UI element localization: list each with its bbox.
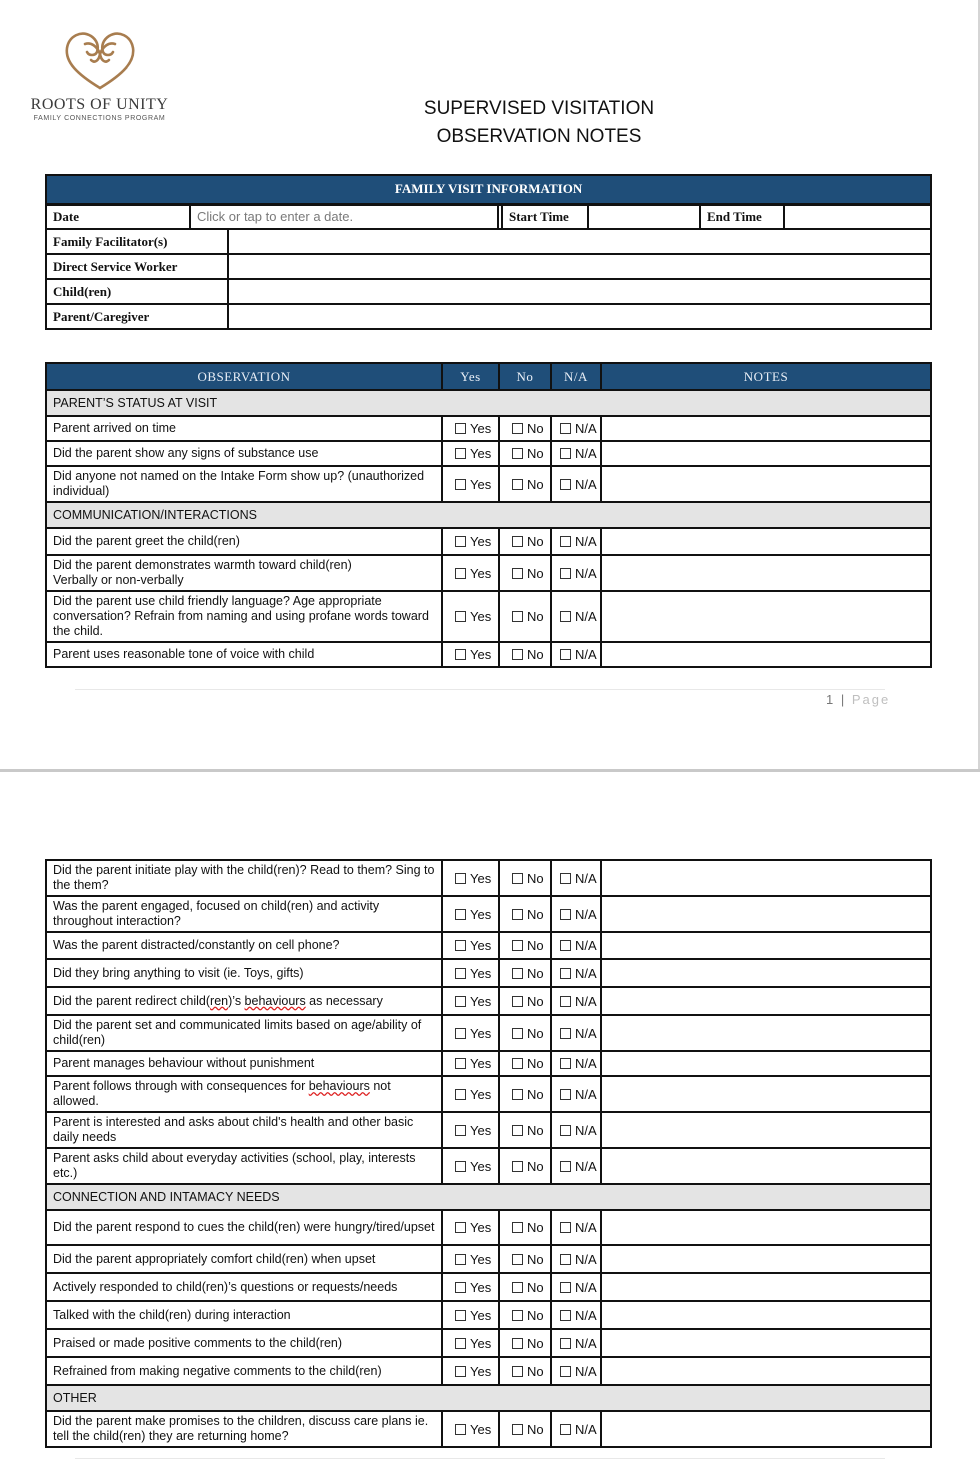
children-field[interactable] [228, 279, 931, 304]
table-row [46, 1076, 931, 1112]
notes-cell[interactable] [601, 1357, 931, 1385]
notes-cell[interactable] [601, 1411, 931, 1447]
na-checkbox[interactable]: N/A [551, 860, 601, 896]
na-header: N/A [551, 363, 601, 390]
yes-checkbox[interactable]: Yes [442, 642, 499, 667]
checkbox-icon [512, 1254, 523, 1265]
no-checkbox[interactable]: No [499, 1273, 551, 1301]
na-checkbox[interactable]: N/A [551, 1015, 601, 1051]
start-time-field[interactable] [588, 204, 700, 229]
checkbox-icon [512, 996, 523, 1007]
no-checkbox[interactable]: No [499, 591, 551, 642]
no-checkbox[interactable]: No [499, 1210, 551, 1245]
yes-checkbox[interactable]: Yes [442, 528, 499, 555]
no-checkbox[interactable]: No [499, 987, 551, 1015]
checkbox-icon [455, 649, 466, 660]
no-checkbox[interactable]: No [499, 932, 551, 959]
no-checkbox[interactable]: No [499, 1112, 551, 1148]
na-checkbox[interactable]: N/A [551, 1357, 601, 1385]
notes-cell[interactable] [601, 987, 931, 1015]
question: Refrained from making negative comments to the child(ren) [46, 1357, 442, 1385]
logo-subtitle: FAMILY CONNECTIONS PROGRAM [33, 115, 166, 122]
checkbox-icon [512, 611, 523, 622]
no-checkbox[interactable]: No [499, 860, 551, 896]
yes-checkbox[interactable]: Yes [442, 1210, 499, 1245]
checkbox-icon [560, 536, 571, 547]
table-row [46, 896, 931, 932]
checkbox-icon [512, 1310, 523, 1321]
page-number-separator: | [840, 692, 847, 707]
yes-checkbox[interactable]: Yes [442, 1076, 499, 1112]
na-checkbox[interactable]: N/A [551, 642, 601, 667]
checkbox-icon [560, 873, 571, 884]
checkbox-icon [512, 1125, 523, 1136]
checkbox-icon [560, 448, 571, 459]
no-checkbox[interactable]: No [499, 642, 551, 667]
notes-header: NOTES [601, 363, 931, 390]
no-checkbox[interactable]: No [499, 528, 551, 555]
notes-cell[interactable] [601, 896, 931, 932]
na-checkbox[interactable]: N/A [551, 1273, 601, 1301]
question: Praised or made positive comments to the child(ren) [46, 1329, 442, 1357]
checkbox-icon [512, 1424, 523, 1435]
table-row [46, 642, 931, 667]
yes-checkbox[interactable]: Yes [442, 896, 499, 932]
notes-cell[interactable] [601, 441, 931, 466]
info-header: FAMILY VISIT INFORMATION [46, 175, 931, 204]
yes-checkbox[interactable]: Yes [442, 1273, 499, 1301]
page-number [826, 692, 890, 707]
table-row [46, 959, 931, 987]
checkbox-icon [455, 448, 466, 459]
notes-cell[interactable] [601, 1051, 931, 1076]
yes-checkbox[interactable]: Yes [442, 959, 499, 987]
checkbox-icon [455, 1338, 466, 1349]
table-row [46, 1245, 931, 1273]
page-word: Page [851, 692, 891, 707]
na-checkbox[interactable]: N/A [551, 987, 601, 1015]
section-connection: CONNECTION AND INTAMACY NEEDS [46, 1184, 931, 1210]
yes-header: Yes [442, 363, 499, 390]
question: Did the parent redirect child(ren)’s behaviours as necessary [46, 987, 442, 1015]
checkbox-icon [455, 536, 466, 547]
na-checkbox[interactable]: N/A [551, 528, 601, 555]
checkbox-icon [512, 909, 523, 920]
question: Did the parent use child friendly language? Age appropriate conversation? Refrain from naming and using profane words toward the child. [46, 591, 442, 642]
checkbox-icon [560, 1254, 571, 1265]
notes-cell[interactable] [601, 416, 931, 441]
page-number-value: 1 [826, 692, 836, 707]
notes-cell[interactable] [601, 1245, 931, 1273]
notes-cell[interactable] [601, 1148, 931, 1184]
question: Parent arrived on time [46, 416, 442, 441]
parent-caregiver-field[interactable] [228, 304, 931, 329]
start-time-label: Start Time [502, 204, 588, 229]
na-checkbox[interactable]: N/A [551, 441, 601, 466]
question: Parent uses reasonable tone of voice with child [46, 642, 442, 667]
no-checkbox[interactable]: No [499, 441, 551, 466]
checkbox-icon [512, 1089, 523, 1100]
section-other: OTHER [46, 1385, 931, 1411]
na-checkbox[interactable]: N/A [551, 416, 601, 441]
na-checkbox[interactable]: N/A [551, 466, 601, 502]
checkbox-icon [560, 940, 571, 951]
notes-cell[interactable] [601, 1112, 931, 1148]
checkbox-icon [455, 479, 466, 490]
checkbox-icon [512, 448, 523, 459]
na-checkbox[interactable]: N/A [551, 1411, 601, 1447]
question: Did they bring anything to visit (ie. Toys, gifts) [46, 959, 442, 987]
table-row [46, 416, 931, 441]
notes-cell[interactable] [601, 1076, 931, 1112]
checkbox-icon [560, 1424, 571, 1435]
checkbox-icon [455, 1058, 466, 1069]
question: Parent asks child about everyday activities (school, play, interests etc.) [46, 1148, 442, 1184]
checkbox-icon [560, 1366, 571, 1377]
checkbox-icon [455, 940, 466, 951]
roots-of-unity-logo [22, 26, 177, 122]
na-checkbox[interactable]: N/A [551, 959, 601, 987]
checkbox-icon [455, 996, 466, 1007]
checkbox-icon [512, 479, 523, 490]
checkbox-icon [560, 479, 571, 490]
footer-rule [75, 1458, 885, 1459]
no-checkbox[interactable]: No [499, 416, 551, 441]
title-line-2: OBSERVATION NOTES [436, 126, 642, 147]
checkbox-icon [560, 568, 571, 579]
na-checkbox[interactable]: N/A [551, 896, 601, 932]
checkbox-icon [455, 968, 466, 979]
spelling-error: behaviours [244, 993, 306, 1008]
checkbox-icon [455, 909, 466, 920]
notes-cell[interactable] [601, 860, 931, 896]
no-checkbox[interactable]: No [499, 466, 551, 502]
table-row [46, 1210, 931, 1245]
notes-cell[interactable] [601, 1273, 931, 1301]
checkbox-icon [455, 1028, 466, 1039]
checkbox-icon [560, 996, 571, 1007]
checkbox-icon [560, 1282, 571, 1293]
checkbox-icon [560, 1222, 571, 1233]
question: Parent is interested and asks about child's health and other basic daily needs [46, 1112, 442, 1148]
no-checkbox[interactable]: No [499, 1301, 551, 1329]
no-checkbox[interactable]: No [499, 1076, 551, 1112]
checkbox-icon [455, 1222, 466, 1233]
yes-checkbox[interactable]: Yes [442, 1357, 499, 1385]
yes-checkbox[interactable]: Yes [442, 1148, 499, 1184]
notes-cell[interactable] [601, 555, 931, 591]
yes-checkbox[interactable]: Yes [442, 591, 499, 642]
heart-roots-icon [57, 26, 143, 92]
question: Did the parent show any signs of substance use [46, 441, 442, 466]
end-time-label: End Time [700, 204, 784, 229]
checkbox-icon [455, 1161, 466, 1172]
yes-checkbox[interactable]: Yes [442, 1301, 499, 1329]
checkbox-icon [560, 1310, 571, 1321]
checkbox-icon [455, 873, 466, 884]
checkbox-icon [455, 1366, 466, 1377]
table-row [46, 1051, 931, 1076]
worker-field[interactable] [228, 254, 931, 279]
checkbox-icon [512, 1282, 523, 1293]
table-row [46, 466, 931, 502]
no-checkbox[interactable]: No [499, 1051, 551, 1076]
notes-cell[interactable] [601, 932, 931, 959]
table-row [46, 1273, 931, 1301]
notes-cell[interactable] [601, 642, 931, 667]
table-row [46, 1329, 931, 1357]
checkbox-icon [455, 568, 466, 579]
notes-cell[interactable] [601, 959, 931, 987]
table-row [46, 932, 931, 959]
checkbox-icon [455, 1254, 466, 1265]
question: Was the parent engaged, focused on child(ren) and activity throughout interaction? [46, 896, 442, 932]
yes-checkbox[interactable]: Yes [442, 466, 499, 502]
yes-checkbox[interactable]: Yes [442, 1015, 499, 1051]
question: Did the parent greet the child(ren) [46, 528, 442, 555]
question: Did the parent respond to cues the child(ren) were hungry/tired/upset [46, 1210, 442, 1245]
question: Did the parent set and communicated limits based on age/ability of child(ren) [46, 1015, 442, 1051]
table-row [46, 555, 931, 591]
checkbox-icon [560, 968, 571, 979]
yes-checkbox[interactable]: Yes [442, 1329, 499, 1357]
na-checkbox[interactable]: N/A [551, 1076, 601, 1112]
checkbox-icon [560, 649, 571, 660]
no-checkbox[interactable]: No [499, 1329, 551, 1357]
yes-checkbox[interactable]: Yes [442, 987, 499, 1015]
date-label: Date [46, 204, 190, 229]
checkbox-icon [560, 1028, 571, 1039]
notes-cell[interactable] [601, 1329, 931, 1357]
checkbox-icon [512, 1366, 523, 1377]
notes-cell[interactable] [601, 466, 931, 502]
checkbox-icon [512, 536, 523, 547]
no-checkbox[interactable]: No [499, 555, 551, 591]
question: Parent follows through with consequences for behaviours not allowed. [46, 1076, 442, 1112]
checkbox-icon [560, 1161, 571, 1172]
family-visit-info-table [45, 174, 932, 330]
table-row [46, 591, 931, 642]
worker-label: Direct Service Worker [46, 254, 228, 279]
no-checkbox[interactable]: No [499, 896, 551, 932]
checkbox-icon [512, 1028, 523, 1039]
logo-name: ROOTS OF UNITY [30, 96, 169, 113]
checkbox-icon [512, 649, 523, 660]
checkbox-icon [560, 423, 571, 434]
section-communication: COMMUNICATION/INTERACTIONS [46, 502, 931, 528]
children-label: Child(ren) [46, 279, 228, 304]
page-title [380, 95, 698, 151]
facilitator-label: Family Facilitator(s) [46, 229, 228, 254]
na-checkbox[interactable]: N/A [551, 1329, 601, 1357]
checkbox-icon [455, 611, 466, 622]
checkbox-icon [512, 968, 523, 979]
checkbox-icon [455, 1125, 466, 1136]
na-checkbox[interactable]: N/A [551, 1112, 601, 1148]
checkbox-icon [455, 1089, 466, 1100]
footer-rule [75, 689, 885, 690]
observation-header: OBSERVATION [46, 363, 442, 390]
yes-checkbox[interactable]: Yes [442, 555, 499, 591]
checkbox-icon [512, 568, 523, 579]
table-row [46, 1357, 931, 1385]
table-row [46, 860, 931, 896]
checkbox-icon [512, 423, 523, 434]
no-checkbox[interactable]: No [499, 1357, 551, 1385]
checkbox-icon [455, 1282, 466, 1293]
question: Parent manages behaviour without punishment [46, 1051, 442, 1076]
checkbox-icon [455, 1424, 466, 1435]
checkbox-icon [455, 423, 466, 434]
question: Talked with the child(ren) during interaction [46, 1301, 442, 1329]
table-row [46, 1015, 931, 1051]
table-row [46, 1301, 931, 1329]
na-checkbox[interactable]: N/A [551, 932, 601, 959]
notes-cell[interactable] [601, 1210, 931, 1245]
na-checkbox[interactable]: N/A [551, 1051, 601, 1076]
facilitator-field[interactable] [228, 229, 931, 254]
no-checkbox[interactable]: No [499, 1148, 551, 1184]
table-row [46, 1112, 931, 1148]
no-checkbox[interactable]: No [499, 1411, 551, 1447]
question: Did the parent appropriately comfort child(ren) when upset [46, 1245, 442, 1273]
checkbox-icon [560, 1089, 571, 1100]
checkbox-icon [512, 1161, 523, 1172]
table-row [46, 1148, 931, 1184]
na-checkbox[interactable]: N/A [551, 591, 601, 642]
notes-cell[interactable] [601, 591, 931, 642]
yes-checkbox[interactable]: Yes [442, 1245, 499, 1273]
checkbox-icon [512, 1058, 523, 1069]
checkbox-icon [512, 1338, 523, 1349]
table-row [46, 528, 931, 555]
question: Did the parent initiate play with the child(ren)? Read to them? Sing to the them? [46, 860, 442, 896]
yes-checkbox[interactable]: Yes [442, 1112, 499, 1148]
notes-cell[interactable] [601, 1015, 931, 1051]
na-checkbox[interactable]: N/A [551, 1301, 601, 1329]
na-checkbox[interactable]: N/A [551, 555, 601, 591]
page-separator [0, 769, 980, 772]
no-checkbox[interactable]: No [499, 1015, 551, 1051]
spelling-error: ren [210, 993, 229, 1008]
section-parent-status: PARENT’S STATUS AT VISIT [46, 390, 931, 416]
na-checkbox[interactable]: N/A [551, 1210, 601, 1245]
checkbox-icon [560, 909, 571, 920]
checkbox-icon [512, 1222, 523, 1233]
notes-cell[interactable] [601, 1301, 931, 1329]
date-picker-field[interactable]: Click or tap to enter a date. [190, 204, 498, 229]
checkbox-icon [560, 1125, 571, 1136]
na-checkbox[interactable]: N/A [551, 1148, 601, 1184]
table-row [46, 987, 931, 1015]
question: Was the parent distracted/constantly on cell phone? [46, 932, 442, 959]
parent-caregiver-label: Parent/Caregiver [46, 304, 228, 329]
end-time-field[interactable] [784, 204, 931, 229]
checkbox-icon [455, 1310, 466, 1321]
question: Did the parent make promises to the children, discuss care plans ie. tell the child(ren) they are returning home? [46, 1411, 442, 1447]
checkbox-icon [512, 873, 523, 884]
yes-checkbox[interactable]: Yes [442, 860, 499, 896]
table-row [46, 1411, 931, 1447]
yes-checkbox[interactable]: Yes [442, 441, 499, 466]
checkbox-icon [560, 1338, 571, 1349]
title-line-1: SUPERVISED VISITATION [423, 98, 655, 119]
checkbox-icon [560, 1058, 571, 1069]
notes-cell[interactable] [601, 528, 931, 555]
checkbox-icon [512, 940, 523, 951]
table-row [46, 441, 931, 466]
observation-table-2 [45, 859, 932, 1448]
na-checkbox[interactable]: N/A [551, 1245, 601, 1273]
question: Did anyone not named on the Intake Form show up? (unauthorized individual) [46, 466, 442, 502]
yes-checkbox[interactable]: Yes [442, 1051, 499, 1076]
no-checkbox[interactable]: No [499, 959, 551, 987]
question: Did the parent demonstrates warmth toward child(ren) Verbally or non-verbally [46, 555, 442, 591]
yes-checkbox[interactable]: Yes [442, 932, 499, 959]
observation-table-1 [45, 362, 932, 668]
checkbox-icon [560, 611, 571, 622]
yes-checkbox[interactable]: Yes [442, 1411, 499, 1447]
spelling-error: behaviours [308, 1079, 370, 1093]
yes-checkbox[interactable]: Yes [442, 416, 499, 441]
no-checkbox[interactable]: No [499, 1245, 551, 1273]
no-header: No [499, 363, 551, 390]
question: Actively responded to child(ren)’s questions or requests/needs [46, 1273, 442, 1301]
